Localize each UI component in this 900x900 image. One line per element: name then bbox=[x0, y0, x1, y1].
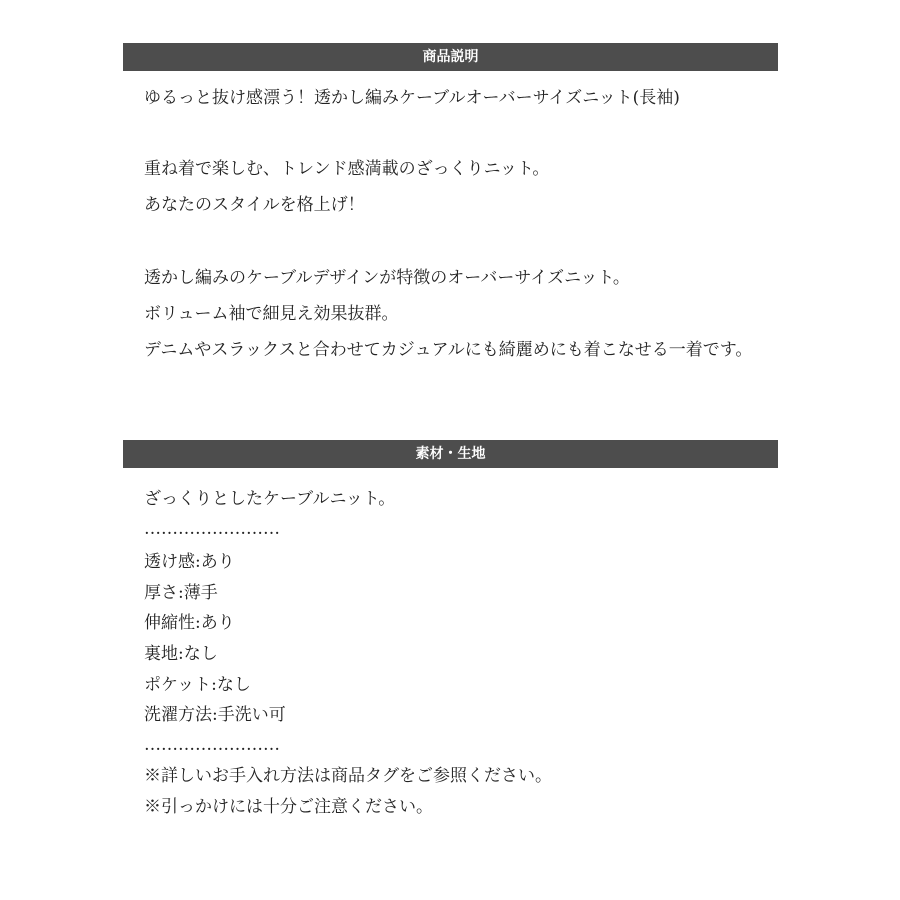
material-intro: ざっくりとしたケーブルニット。 bbox=[144, 489, 396, 509]
spec-item-lining: 裏地:なし bbox=[144, 644, 218, 664]
spec-item-transparency: 透け感:あり bbox=[144, 552, 235, 572]
spec-item-pocket: ポケット:なし bbox=[144, 675, 251, 695]
divider-dots: …………………… bbox=[144, 735, 280, 755]
description-line: デニムやスラックスと合わせてカジュアルにも綺麗めにも着こなせる一着です。 bbox=[144, 340, 753, 360]
spec-item-stretch: 伸縮性:あり bbox=[144, 613, 235, 633]
description-line: 透かし編みのケーブルデザインが特徴のオーバーサイズニット。 bbox=[144, 268, 630, 288]
care-note: ※引っかけには十分ご注意ください。 bbox=[144, 797, 433, 817]
product-title: ゆるっと抜け感漂う！透かし編みケーブルオーバーサイズニット(長袖) bbox=[144, 88, 680, 108]
section-header-description: 商品説明 bbox=[123, 43, 778, 71]
spec-item-washing: 洗濯方法:手洗い可 bbox=[144, 705, 286, 725]
section-header-material: 素材・生地 bbox=[123, 440, 778, 468]
description-line: 重ね着で楽しむ、トレンド感満載のざっくりニット。 bbox=[144, 159, 550, 179]
spec-item-thickness: 厚さ:薄手 bbox=[144, 583, 218, 603]
care-note: ※詳しいお手入れ方法は商品タグをご参照ください。 bbox=[144, 766, 552, 786]
description-line: あなたのスタイルを格上げ！ bbox=[144, 195, 365, 215]
divider-dots: …………………… bbox=[144, 519, 280, 539]
description-line: ボリューム袖で細見え効果抜群。 bbox=[144, 304, 399, 324]
